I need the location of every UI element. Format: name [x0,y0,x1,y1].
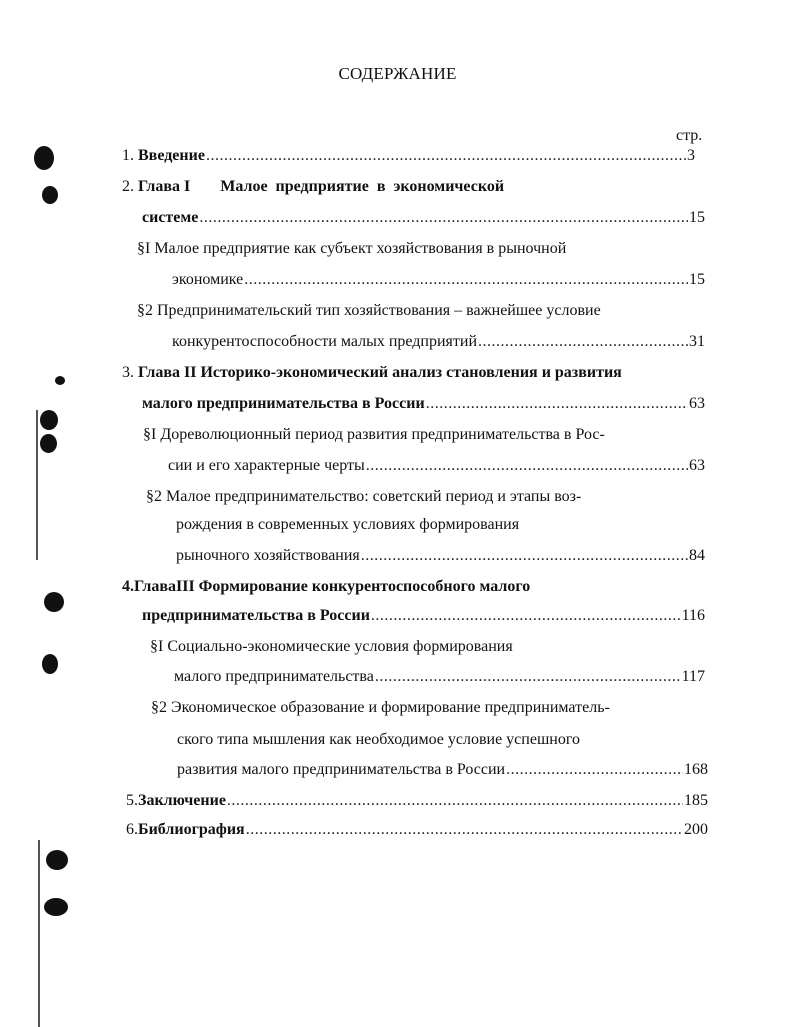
toc-section-3-2-line2: ского типа мышления как необходимое условие успешного [177,731,580,748]
chapter-title-line1: Малое предприятие в экономической [220,178,505,195]
dot-leader [478,331,688,353]
ink-blot [46,850,68,870]
entry-page: 31 [689,333,705,350]
toc-section-1-1[interactable] [172,269,705,291]
entry-page: 15 [689,271,705,288]
entry-page: 185 [684,792,708,809]
entry-title: Введение [138,147,205,164]
ink-blot [34,146,54,170]
ink-blot [44,898,68,916]
toc-section-3-1-title[interactable]: §I Социально-экономические условия формирования [150,638,513,655]
ink-blot [40,410,58,430]
dot-leader [366,455,688,477]
dot-leader [361,545,688,567]
chapter-title-line1: ГлаваIII Формирование конкурентоспособного малого [134,578,531,595]
toc-section-1-2-title[interactable]: §2 Предпринимательский тип хозяйствования – важнейшее условие [137,302,601,319]
entry-page: 117 [681,668,705,685]
entry-page: 63 [689,457,705,474]
entry-title: Заключение [138,792,226,809]
entry-number: 6. [126,821,138,838]
toc-section-2-2[interactable] [176,545,705,567]
toc-entry-chapter1[interactable] [142,207,705,229]
toc-entry-chapter1-title[interactable] [122,176,504,198]
chapter-label: Глава I [138,178,191,195]
section-title-line2: сии и его характерные черты [168,457,365,474]
toc-entry-conclusion[interactable] [126,790,708,812]
toc-entry-bibliography[interactable] [126,819,708,841]
ink-blot [40,434,57,453]
toc-entry-chapter3[interactable] [142,605,705,627]
toc-section-2-1[interactable] [168,455,705,477]
entry-page: 3 [687,147,695,164]
page-title: СОДЕРЖАНИЕ [338,64,457,83]
chapter-title-line2: системе [142,209,199,226]
section-title-line2: экономике [172,271,244,288]
entry-page: 168 [684,761,708,778]
ink-blot [55,376,65,385]
entry-number: 2. [122,178,138,195]
entry-title: Библиография [138,821,245,838]
toc-section-1-1-title[interactable]: §I Малое предприятие как субъект хозяйствования в рыночной [137,240,567,257]
chapter-title-line1: Глава II Историко-экономический анализ становления и развития [138,364,622,381]
scan-edge [38,840,40,1027]
toc-entry-chapter3-title[interactable] [122,576,530,598]
toc-section-2-2-line2: рождения в современных условиях формирования [176,516,520,533]
ink-blot [44,592,64,612]
toc-section-2-2-title[interactable]: §2 Малое предпринимательство: советский период и этапы воз- [146,488,582,505]
ink-blot [42,654,58,674]
dot-leader [227,790,683,812]
toc-section-2-1-title[interactable]: §I Дореволюционный период развития предпринимательства в Рос- [143,426,605,443]
entry-page: 84 [689,547,705,564]
section-title-line3: развития малого предпринимательства в России [177,761,506,778]
toc-entry-chapter2-title[interactable] [122,362,622,384]
dot-leader [371,605,681,627]
toc-section-1-2[interactable] [172,331,705,353]
entry-number: 3. [122,364,138,381]
dot-leader [244,269,688,291]
chapter-title-line2: предпринимательства в России [142,607,370,624]
dot-leader [206,145,686,167]
entry-page: 200 [684,821,708,838]
entry-number: 4. [122,578,134,595]
toc-section-3-2[interactable] [177,759,708,781]
dot-leader [426,393,688,415]
entry-page: 116 [681,607,705,624]
toc-section-3-1[interactable] [174,666,705,688]
section-title-line3: рыночного хозяйствования [176,547,360,564]
dot-leader [199,207,688,229]
chapter-title-line2: малого предпринимательства в России [142,395,425,412]
section-title-line2: конкурентоспособности малых предприятий [172,333,478,350]
entry-number: 1. [122,147,138,164]
entry-page: 15 [689,209,705,226]
page-column-label: стр. [676,127,703,144]
scan-edge [36,410,38,560]
section-title-line2: малого предпринимательства [174,668,374,685]
toc-section-3-2-title[interactable]: §2 Экономическое образование и формирование предприниматель- [151,699,610,716]
ink-blot [42,186,58,204]
dot-leader [246,819,683,841]
toc-entry-chapter2[interactable] [142,393,705,415]
toc-entry-intro[interactable] [122,145,695,167]
dot-leader [506,759,683,781]
dot-leader [375,666,681,688]
entry-page: 63 [689,395,705,412]
entry-number: 5. [126,792,138,809]
